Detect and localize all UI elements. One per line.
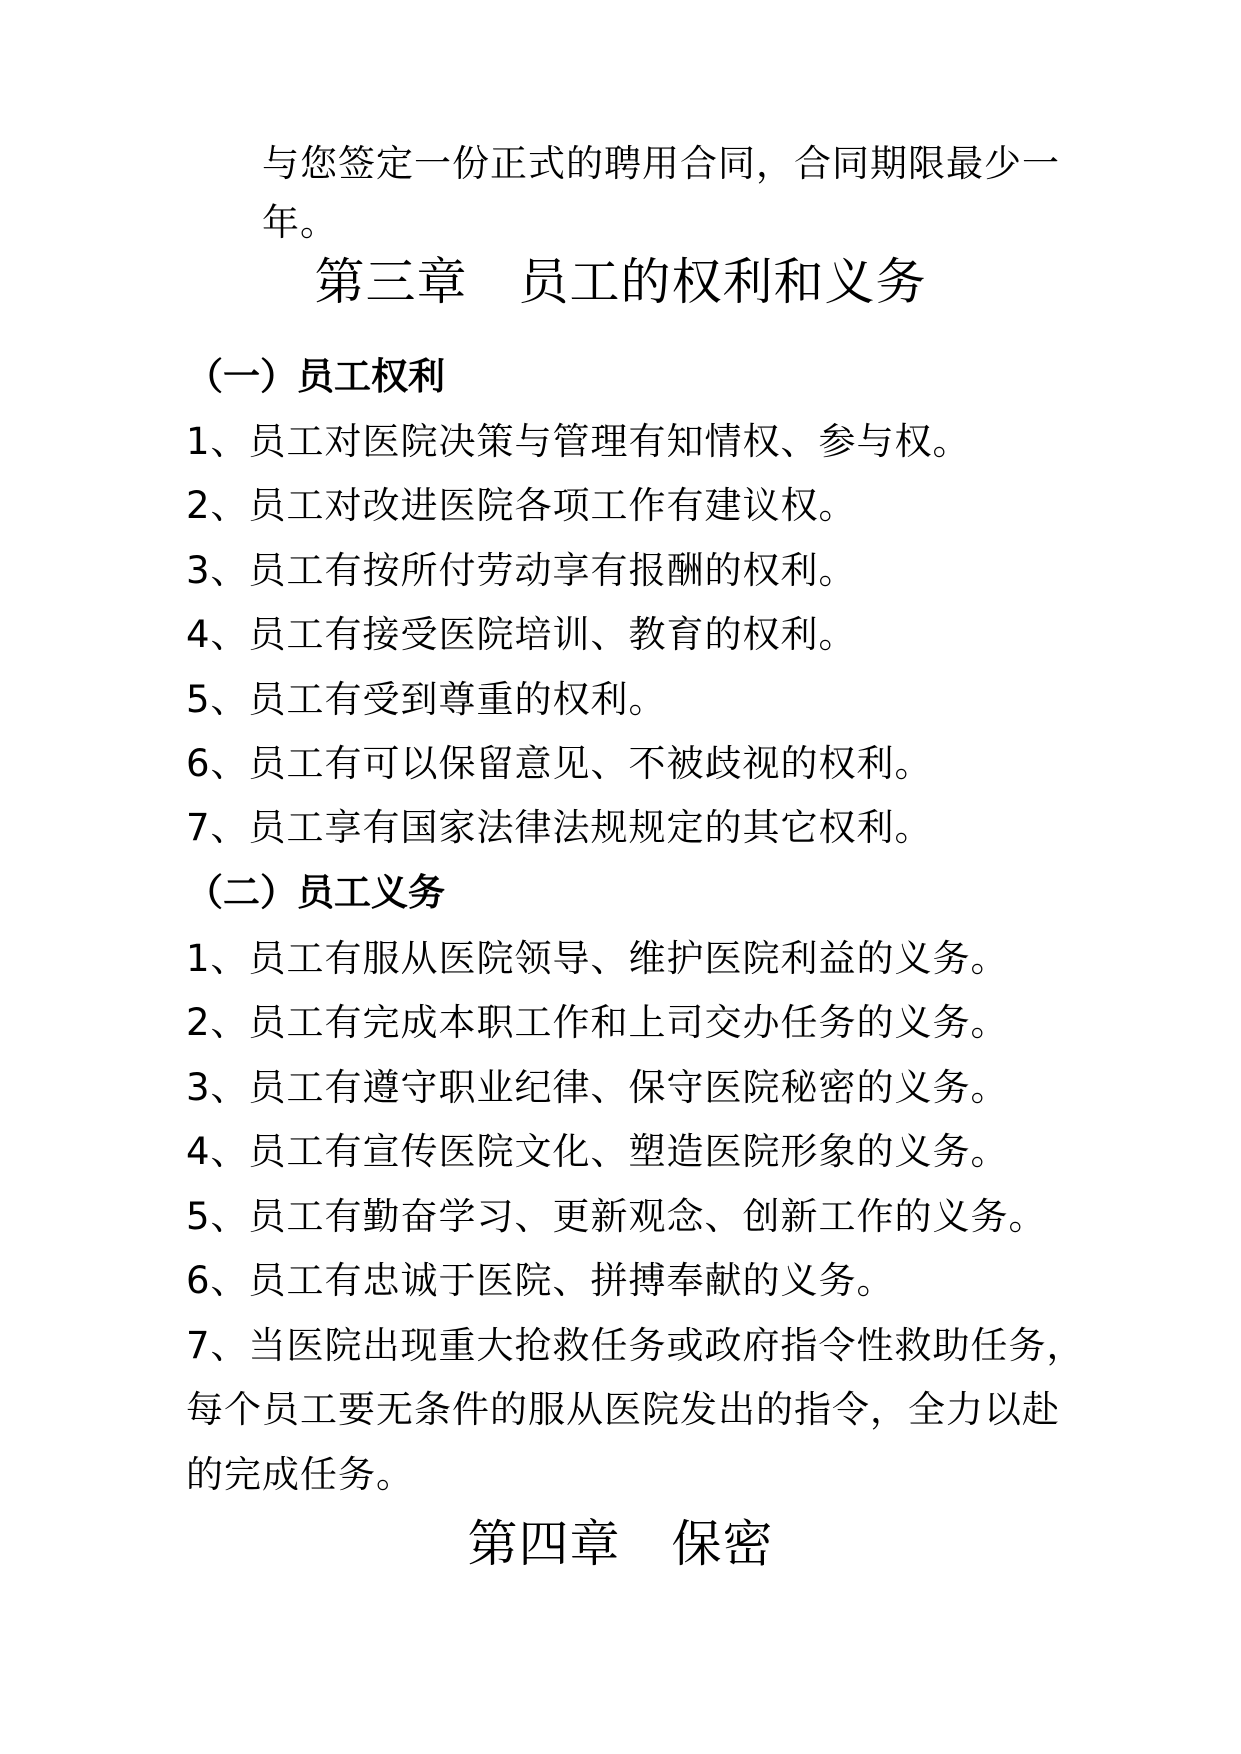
duties-item-3: 3、员工有遵守职业纪律、保守医院秘密的义务。 (186, 1066, 1009, 1109)
rights-item-3: 3、员工有按所付劳动享有报酬的权利。 (186, 549, 857, 592)
rights-item-7: 7、员工享有国家法律法规规定的其它权利。 (186, 806, 933, 849)
duties-item-4: 4、员工有宣传医院文化、塑造医院形象的义务。 (186, 1130, 1009, 1173)
rights-item-6: 6、员工有可以保留意见、不被歧视的权利。 (186, 742, 933, 785)
intro-line-2: 年。 (262, 201, 338, 244)
rights-heading: （一）员工权利 (186, 355, 445, 398)
rights-item-5: 5、员工有受到尊重的权利。 (186, 678, 667, 721)
rights-item-2: 2、员工对改进医院各项工作有建议权。 (186, 484, 857, 527)
rights-item-4: 4、员工有接受医院培训、教育的权利。 (186, 613, 857, 656)
intro-line-1: 与您签定一份正式的聘用合同，合同期限最少一 (262, 142, 1060, 185)
chapter-4-title: 第四章 保密 (467, 1515, 774, 1573)
duties-item-2: 2、员工有完成本职工作和上司交办任务的义务。 (186, 1001, 1009, 1044)
duties-item-7-line-1: 7、当医院出现重大抢救任务或政府指令性救助任务， (186, 1324, 1085, 1367)
duties-item-6: 6、员工有忠诚于医院、拼搏奉献的义务。 (186, 1259, 895, 1302)
duties-heading: （二）员工义务 (186, 871, 445, 914)
chapter-3-title: 第三章 员工的权利和义务 (314, 253, 927, 311)
duties-item-1: 1、员工有服从医院领导、维护医院利益的义务。 (186, 937, 1009, 980)
duties-item-7-line-2: 每个员工要无条件的服从医院发出的指令，全力以赴 (186, 1388, 1060, 1431)
duties-item-7-line-3: 的完成任务。 (186, 1453, 414, 1496)
duties-item-5: 5、员工有勤奋学习、更新观念、创新工作的义务。 (186, 1195, 1047, 1238)
rights-item-1: 1、员工对医院决策与管理有知情权、参与权。 (186, 420, 971, 463)
